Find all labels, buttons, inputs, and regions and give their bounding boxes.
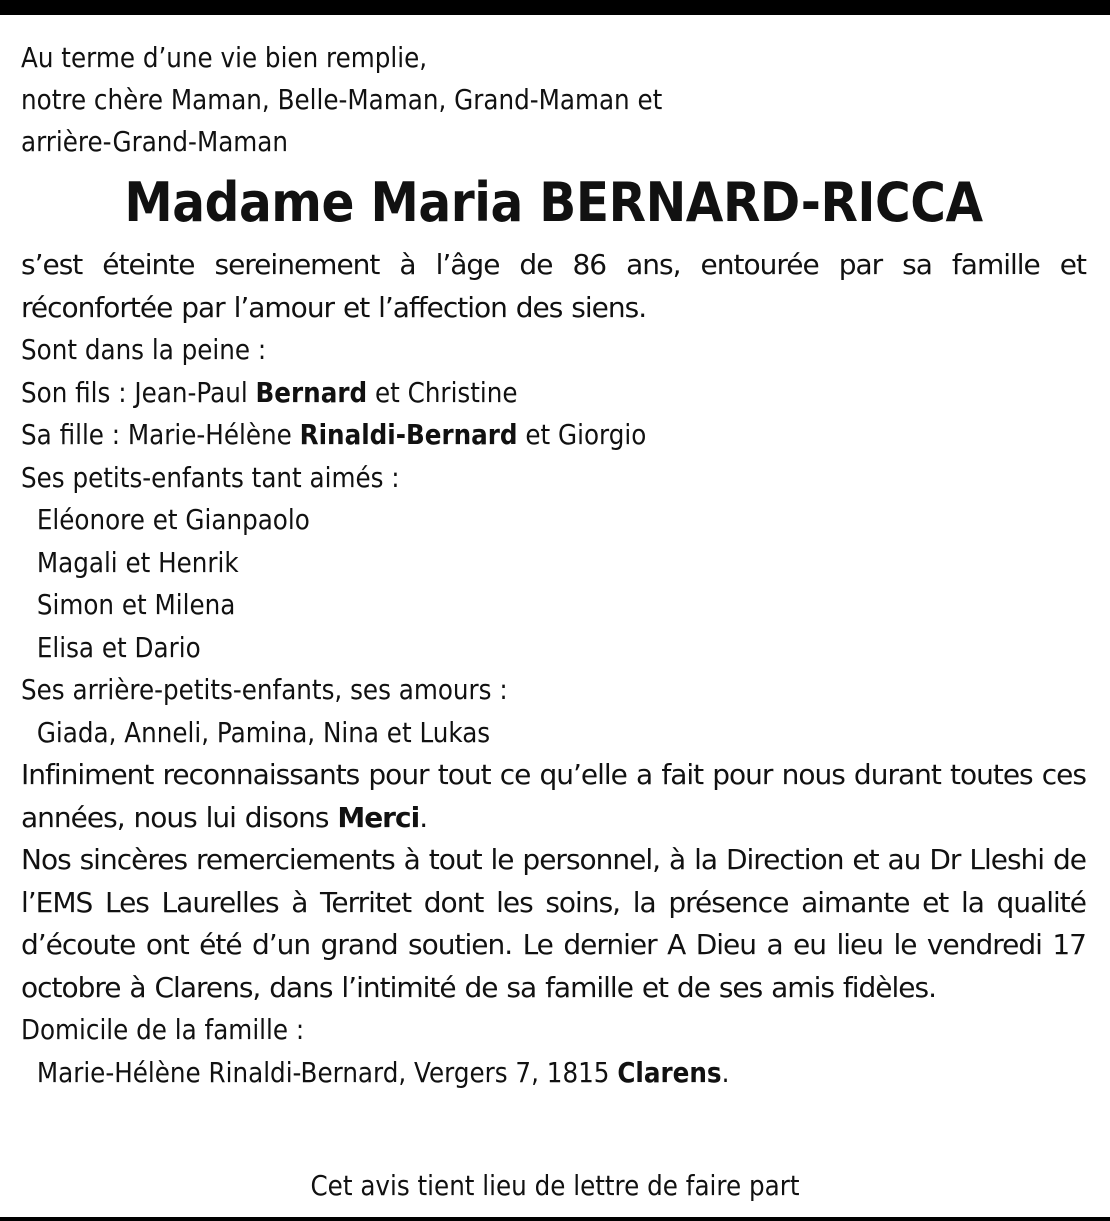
domicile-end: . bbox=[721, 1055, 730, 1089]
daughter-prefix: Sa fille : Marie-Hélène bbox=[21, 418, 300, 451]
intro-line: Au terme d’une vie bien remplie, bbox=[21, 41, 428, 74]
son-line bbox=[21, 372, 958, 415]
gratitude-paragraph bbox=[21, 754, 1086, 839]
thanks-paragraph: Nos sincères remerciements à tout le personnel, à la Direction et au Dr Lleshi de l’EMS Les Laurelles à Territet dont les soins, la présence aimante et la qualité d’écoute ont été d’un grand soutien. Le dernier A Dieu a eu lieu le vendredi 17 octobre à Clarens, dans l’intimité de sa famille et de ses amis fidèles. bbox=[21, 843, 1086, 1004]
grandchildren-item: Elisa et Dario bbox=[36, 630, 201, 664]
domicile-heading: Domicile de la famille : bbox=[21, 1013, 305, 1046]
top-border-rule bbox=[0, 0, 1110, 15]
intro-block bbox=[21, 37, 1086, 163]
deceased-name: Madame Maria BERNARD-RICCA bbox=[124, 171, 983, 234]
gratitude-merci: Merci bbox=[337, 800, 420, 834]
great-grandchildren-list: Giada, Anneli, Pamina, Nina et Lukas bbox=[36, 715, 491, 749]
grandchildren-heading: Ses petits-enfants tant aimés : bbox=[21, 460, 400, 494]
daughter-line bbox=[21, 414, 958, 457]
grandchildren-item: Eléonore et Gianpaolo bbox=[36, 503, 310, 536]
intro-line: notre chère Maman, Belle-Maman, Grand-Maman et bbox=[21, 83, 663, 116]
daughter-suffix: et Giorgio bbox=[517, 418, 647, 451]
announcement-paragraph: s’est éteinte sereinement à l’âge de 86 ans, entourée par sa famille et réconfortée par l’amour et l’affection des siens. bbox=[21, 248, 1086, 324]
gratitude-end: . bbox=[419, 800, 428, 834]
closing-note: Cet avis tient lieu de lettre de faire part bbox=[310, 1169, 800, 1202]
bottom-border-rule bbox=[0, 1217, 1110, 1221]
domicile-address-line bbox=[21, 1052, 958, 1095]
obituary-notice bbox=[21, 37, 1086, 1094]
gratitude-text: Infiniment reconnaissants pour tout ce qu’elle a fait pour nous durant toutes ces années, nous lui disons bbox=[21, 758, 1086, 834]
daughter-surname: Rinaldi-Bernard bbox=[299, 418, 518, 451]
son-prefix: Son fils : Jean-Paul bbox=[21, 375, 256, 409]
domicile-address: Marie-Hélène Rinaldi-Bernard, Vergers 7, 1815 bbox=[36, 1055, 618, 1089]
grandchildren-item: Magali et Henrik bbox=[36, 545, 239, 579]
great-grandchildren-heading: Ses arrière-petits-enfants, ses amours : bbox=[21, 673, 508, 706]
domicile-city: Clarens bbox=[617, 1055, 722, 1089]
grandchildren-item: Simon et Milena bbox=[36, 588, 236, 621]
intro-line: arrière-Grand-Maman bbox=[21, 125, 289, 158]
son-surname: Bernard bbox=[255, 375, 368, 409]
mourners-heading: Sont dans la peine : bbox=[21, 333, 267, 366]
son-suffix: et Christine bbox=[367, 375, 518, 409]
